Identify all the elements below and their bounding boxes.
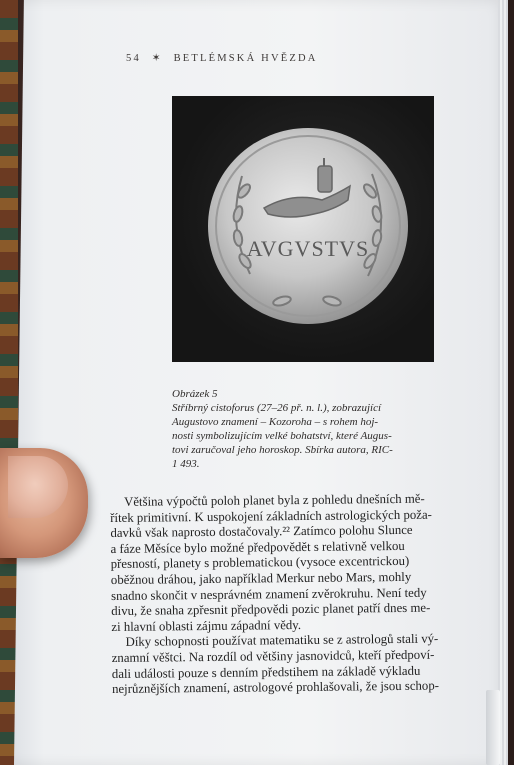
rug-edge [0, 0, 18, 765]
coin-disc [208, 128, 408, 324]
text-line: davků však naprosto dostačovaly.²² Zatímco polohu Slunce [110, 523, 413, 541]
star-separator: ✶ [151, 53, 163, 64]
text-line: divu, že snaha zpřesnit předpovědi pozic planet patří dnes me- [111, 600, 431, 619]
coin-image [172, 96, 434, 362]
text-line: zi hlavní oblasti zájmu západní vědy. [111, 617, 302, 634]
caption-title: Obrázek 5 [172, 388, 218, 400]
text-line: snadno skončit v nesprávném znamení zvěrokruhu. Není tedy [110, 585, 427, 603]
coin-inscription: AVGVSTVS [246, 236, 370, 261]
text-line: dali události pouze s denním předstihem na základě výkladu [111, 663, 421, 681]
text-line: přesností, planety s problematickou (vysoce excentrickou) [110, 554, 410, 572]
page-number: 54 [126, 53, 141, 64]
book-title: BETLÉMSKÁ HVĚZDA [173, 53, 318, 64]
caption-line: tovi zaručoval jeho horoskop. Sbírka autora, RIC- [172, 444, 393, 456]
text-line: Většina výpočtů poloh planet byla z pohledu dnešních mě- [123, 491, 425, 509]
caption-line: nosti symbolizujícím velké bohatství, které Augus- [172, 430, 392, 442]
text-line: a fáze Měsíce bylo možné předpovědět s relativně velkou [110, 538, 405, 556]
text-line: nejrůznějších znamení, astrologové prohlašovali, že jsou schop- [111, 678, 440, 697]
caption-line: Augustovo znamení – Kozoroha – s rohem hoj- [172, 416, 379, 428]
figure-caption [172, 387, 434, 471]
running-head [126, 52, 318, 64]
text-line: Díky schopnosti používat matematiku se z astrologů stali vý- [125, 631, 439, 650]
text-line: oběžnou dráhou, jako například Merkur nebo Mars, mohly [110, 569, 412, 587]
coin-photograph [172, 96, 434, 362]
caption-line: 1 493. [172, 458, 200, 470]
caption-line: Stříbrný cistoforus (27–26 př. n. l.), zobrazující [172, 402, 382, 414]
page-edges [498, 0, 508, 765]
body-text [110, 491, 472, 697]
bookmark-ribbon [486, 690, 500, 765]
text-line: řítek primitivní. K uspokojení základních astrologických poža- [110, 507, 432, 525]
text-line: znamní věštci. Na rozdíl od většiny jasnovidců, kteří předpoví- [111, 647, 435, 665]
